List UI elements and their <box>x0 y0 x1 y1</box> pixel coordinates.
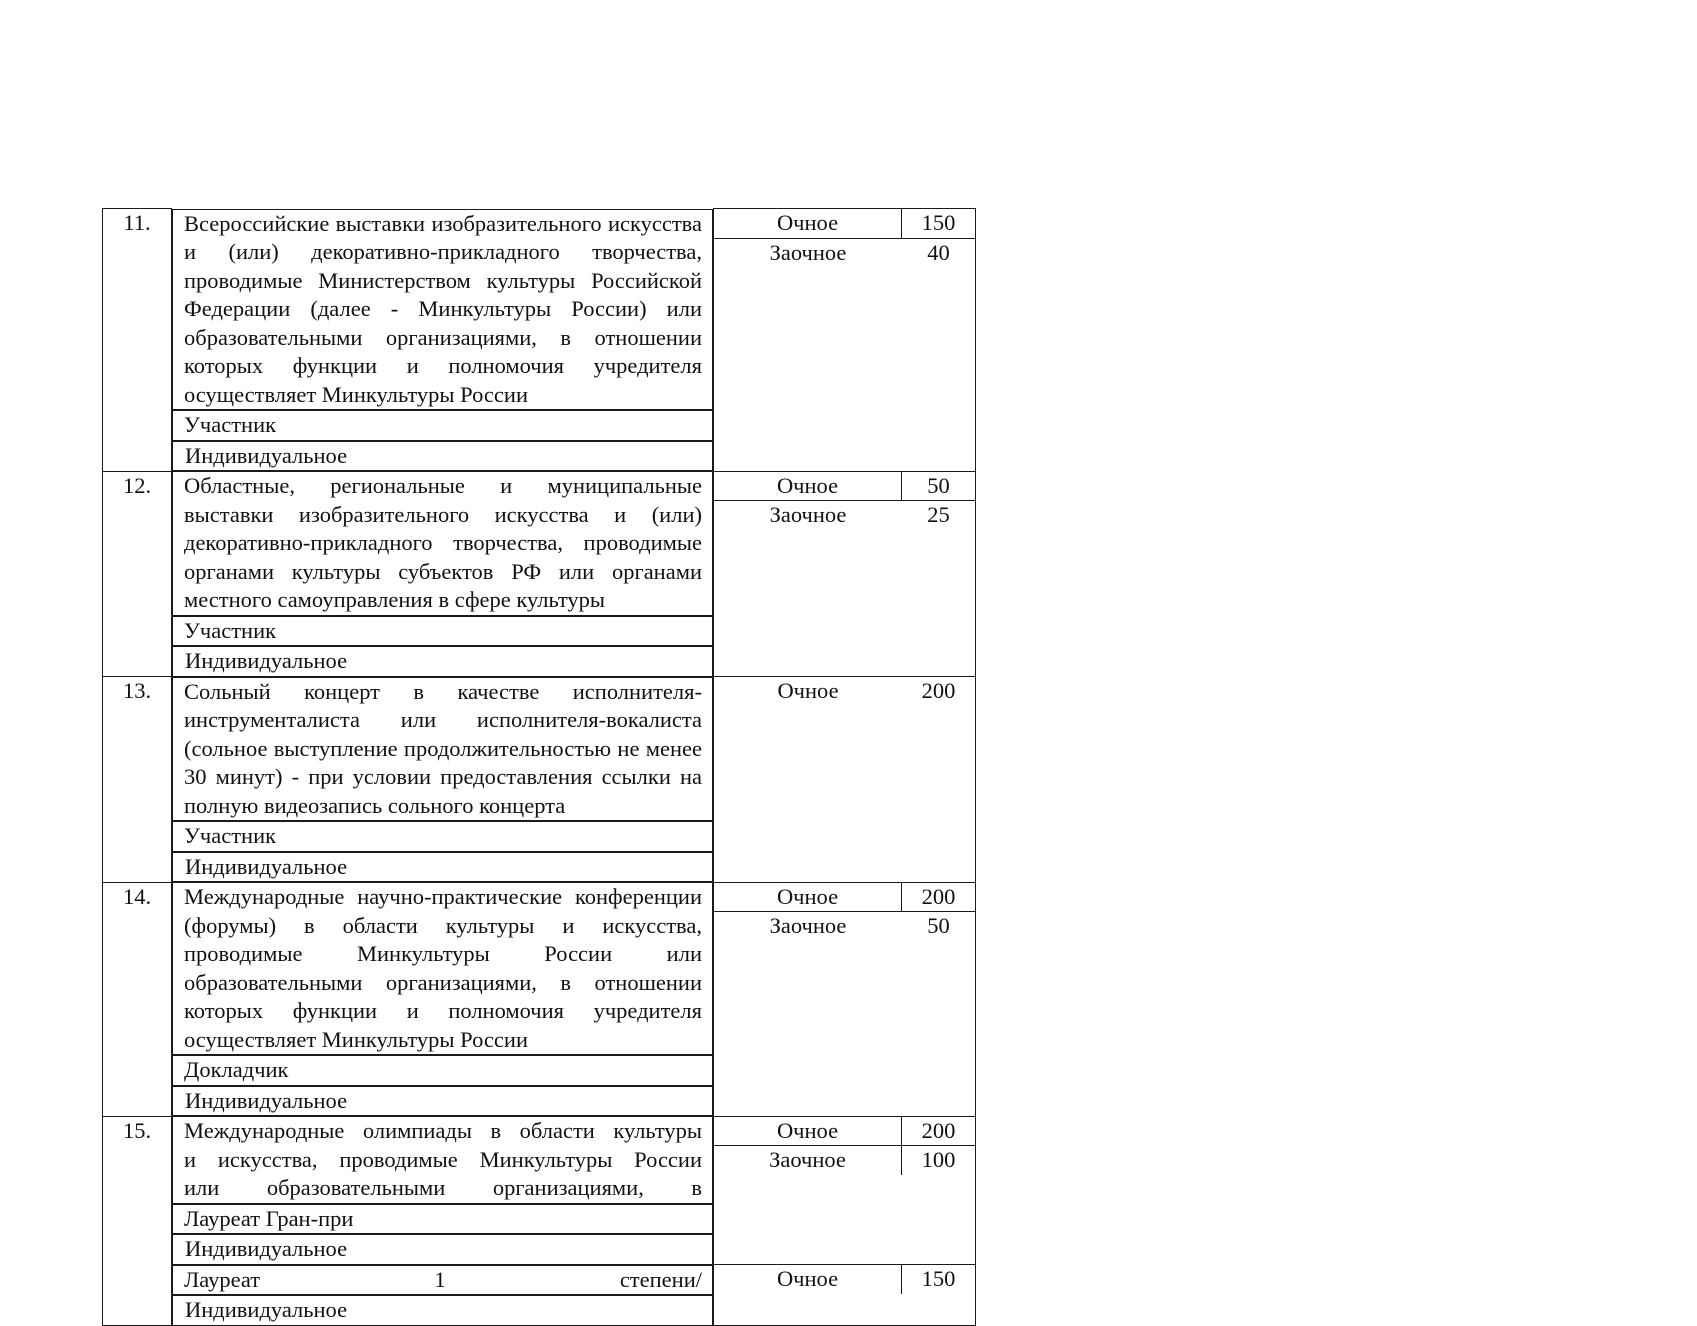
form-score-cell <box>714 677 976 883</box>
table-row <box>103 209 1603 472</box>
form-score-cell <box>714 471 976 677</box>
participation-form: Очное <box>777 678 839 703</box>
table-row <box>103 1265 1603 1326</box>
row-number: 15. <box>103 1116 172 1326</box>
criteria-table <box>102 208 1603 1326</box>
participation-role: Лауреат 1 степени/ <box>172 1265 713 1296</box>
participation-type: Индивидуальное <box>172 1234 713 1265</box>
row-number: 12. <box>103 471 172 677</box>
row-number: 14. <box>103 882 172 1116</box>
score-value: 150 <box>921 1266 956 1291</box>
event-name: Всероссийские выставки изобразительного искусства и (или) декоративно-прикладного творчества, проводимые Министерством культуры Российской Федерации (далее - Минкультуры России) или образовательными организациями, в отношении которых функции и полномочия учредителя осуществляет Минкультуры России <box>172 209 713 411</box>
participation-role: Участник <box>172 821 713 852</box>
participation-type: Индивидуальное <box>172 1086 713 1117</box>
score-value: 25 <box>927 502 950 527</box>
score-value: 200 <box>902 1117 975 1147</box>
participation-form: Очное <box>714 1117 902 1147</box>
score-value: 50 <box>902 472 975 502</box>
participation-form: Заочное <box>769 239 847 265</box>
participation-form: Заочное <box>714 1146 902 1175</box>
form-score-cell <box>714 209 976 472</box>
table-row <box>103 471 1603 677</box>
row-number: 13. <box>103 677 172 883</box>
score-value: 50 <box>927 913 950 938</box>
event-name: Сольный концерт в качестве исполнителя-инструменталиста или исполнителя-вокалиста (сольное выступление продолжительностью не менее 30 минут) - при условии предоставления ссылки на полную видеозапись сольного концерта <box>172 677 713 822</box>
form-score-cell <box>714 1116 976 1265</box>
participation-type: Индивидуальное <box>172 441 713 472</box>
table-row <box>103 677 1603 883</box>
event-name-line: и искусства, проводимые Минкультуры России <box>184 1146 702 1172</box>
table-row <box>103 882 1603 1116</box>
participation-form: Заочное <box>769 502 847 527</box>
event-name-line: Международные олимпиады в области культуры <box>184 1118 702 1143</box>
participation-form: Очное <box>714 472 902 502</box>
event-name <box>172 1116 713 1204</box>
row-number: 11. <box>103 209 172 472</box>
event-name: Международные научно-практические конференции (форумы) в области культуры и искусства, проводимые Минкультуры России или образовательными организациями, в отношении которых функции и полномочия учредителя осуществляет Минкультуры России <box>172 882 713 1055</box>
score-value: 150 <box>902 209 975 239</box>
participation-role: Участник <box>172 616 713 647</box>
participation-form: Очное <box>714 209 902 239</box>
event-name-line: или образовательными организациями, в <box>184 1175 702 1200</box>
participation-type: Индивидуальное <box>172 1295 713 1326</box>
table-row <box>103 1116 1603 1265</box>
form-score-cell <box>714 882 976 1116</box>
participation-form: Очное <box>714 883 902 913</box>
score-value: 200 <box>921 678 956 703</box>
participation-role: Лауреат Гран-при <box>172 1204 713 1235</box>
participation-form: Очное <box>714 1265 902 1294</box>
score-value: 200 <box>902 883 975 913</box>
participation-type: Индивидуальное <box>172 852 713 883</box>
participation-role: Докладчик <box>172 1055 713 1086</box>
event-name: Областные, региональные и муниципальные выставки изобразительного искусства и (или) декоративно-прикладного творчества, проводимые органами культуры субъектов РФ или органами местного самоуправления в сфере культуры <box>172 471 713 616</box>
participation-role: Участник <box>172 410 713 441</box>
participation-type: Индивидуальное <box>172 646 713 677</box>
score-value: 100 <box>921 1147 956 1172</box>
participation-form: Заочное <box>769 913 847 938</box>
form-score-cell <box>714 1265 976 1326</box>
score-value: 40 <box>927 239 950 265</box>
